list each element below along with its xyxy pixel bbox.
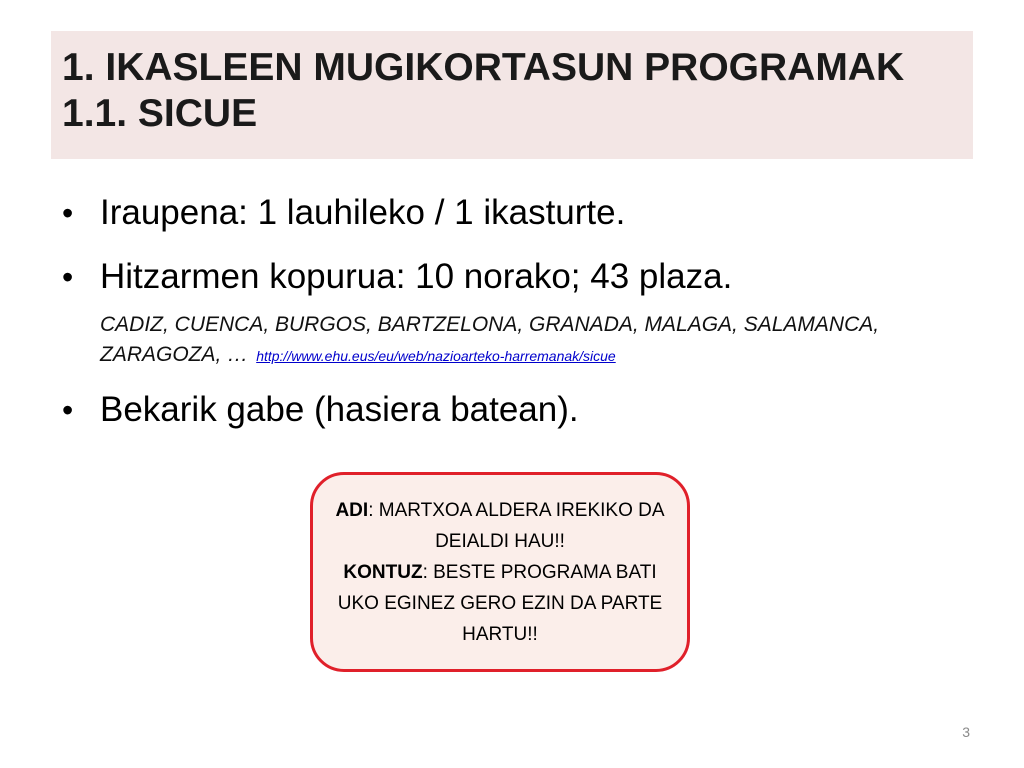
- notice-adi-text: : MARTXOA ALDERA IREKIKO DA DEIALDI HAU!!: [368, 499, 665, 552]
- bullet-text: Iraupena: 1 lauhileko / 1 ikasturte.: [100, 193, 626, 232]
- bullet-item-duration: [60, 190, 960, 236]
- bullet-item-agreements: [60, 254, 960, 300]
- title-box: [51, 31, 973, 159]
- bullet-list: [60, 190, 960, 433]
- notice-kontuz: [333, 557, 667, 650]
- page-number: 3: [962, 724, 970, 740]
- title-line-2: 1.1. SICUE: [62, 92, 258, 135]
- bullet-dot-icon: •: [62, 259, 74, 295]
- notice-box: [310, 472, 690, 672]
- bullet-text: Hitzarmen kopurua: 10 norako; 43 plaza.: [100, 257, 733, 296]
- notice-adi-label: ADI: [335, 499, 369, 521]
- notice-kontuz-label: KONTUZ: [343, 561, 423, 583]
- notice-kontuz-text: : BESTE PROGRAMA BATI UKO EGINEZ GERO EZIN DA PARTE HARTU!!: [337, 561, 663, 645]
- notice-adi: [333, 495, 667, 557]
- destinations-note: [60, 310, 960, 371]
- title-line-1: 1. IKASLEEN MUGIKORTASUN PROGRAMAK: [62, 46, 905, 89]
- bullet-item-scholarship: [60, 387, 960, 433]
- bullet-dot-icon: •: [62, 392, 74, 428]
- sicue-link[interactable]: http://www.ehu.eus/eu/web/nazioarteko-harremanak/sicue: [256, 348, 616, 364]
- bullet-dot-icon: •: [62, 195, 74, 231]
- destinations-text: CADIZ, CUENCA, BURGOS, BARTZELONA, GRANADA, MALAGA, SALAMANCA, ZARAGOZA, …: [100, 313, 880, 366]
- bullet-text: Bekarik gabe (hasiera batean).: [100, 390, 579, 429]
